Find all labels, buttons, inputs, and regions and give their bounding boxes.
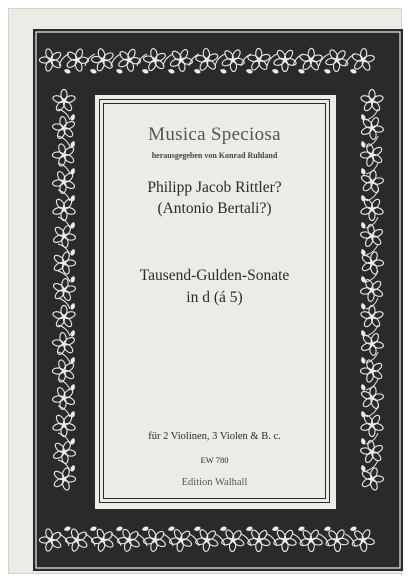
catalog-number: EW 780 [200,455,229,465]
editor-line: herausgegeben von Konrad Ruhland [151,151,278,160]
composer-alt-name: (Antonio Bertali?) [157,200,272,217]
cover-page [8,8,402,574]
instrumentation: für 2 Violinen, 3 Violen & B. c. [148,431,281,442]
composer-name: Philipp Jacob Rittler? [147,179,282,196]
publisher-name: Edition Walhall [181,477,248,488]
work-title: Tausend-Gulden-Sonate [139,267,290,284]
series-title: Musica Speciosa [148,124,281,145]
title-panel [99,99,330,503]
work-key: in d (á 5) [186,289,243,306]
